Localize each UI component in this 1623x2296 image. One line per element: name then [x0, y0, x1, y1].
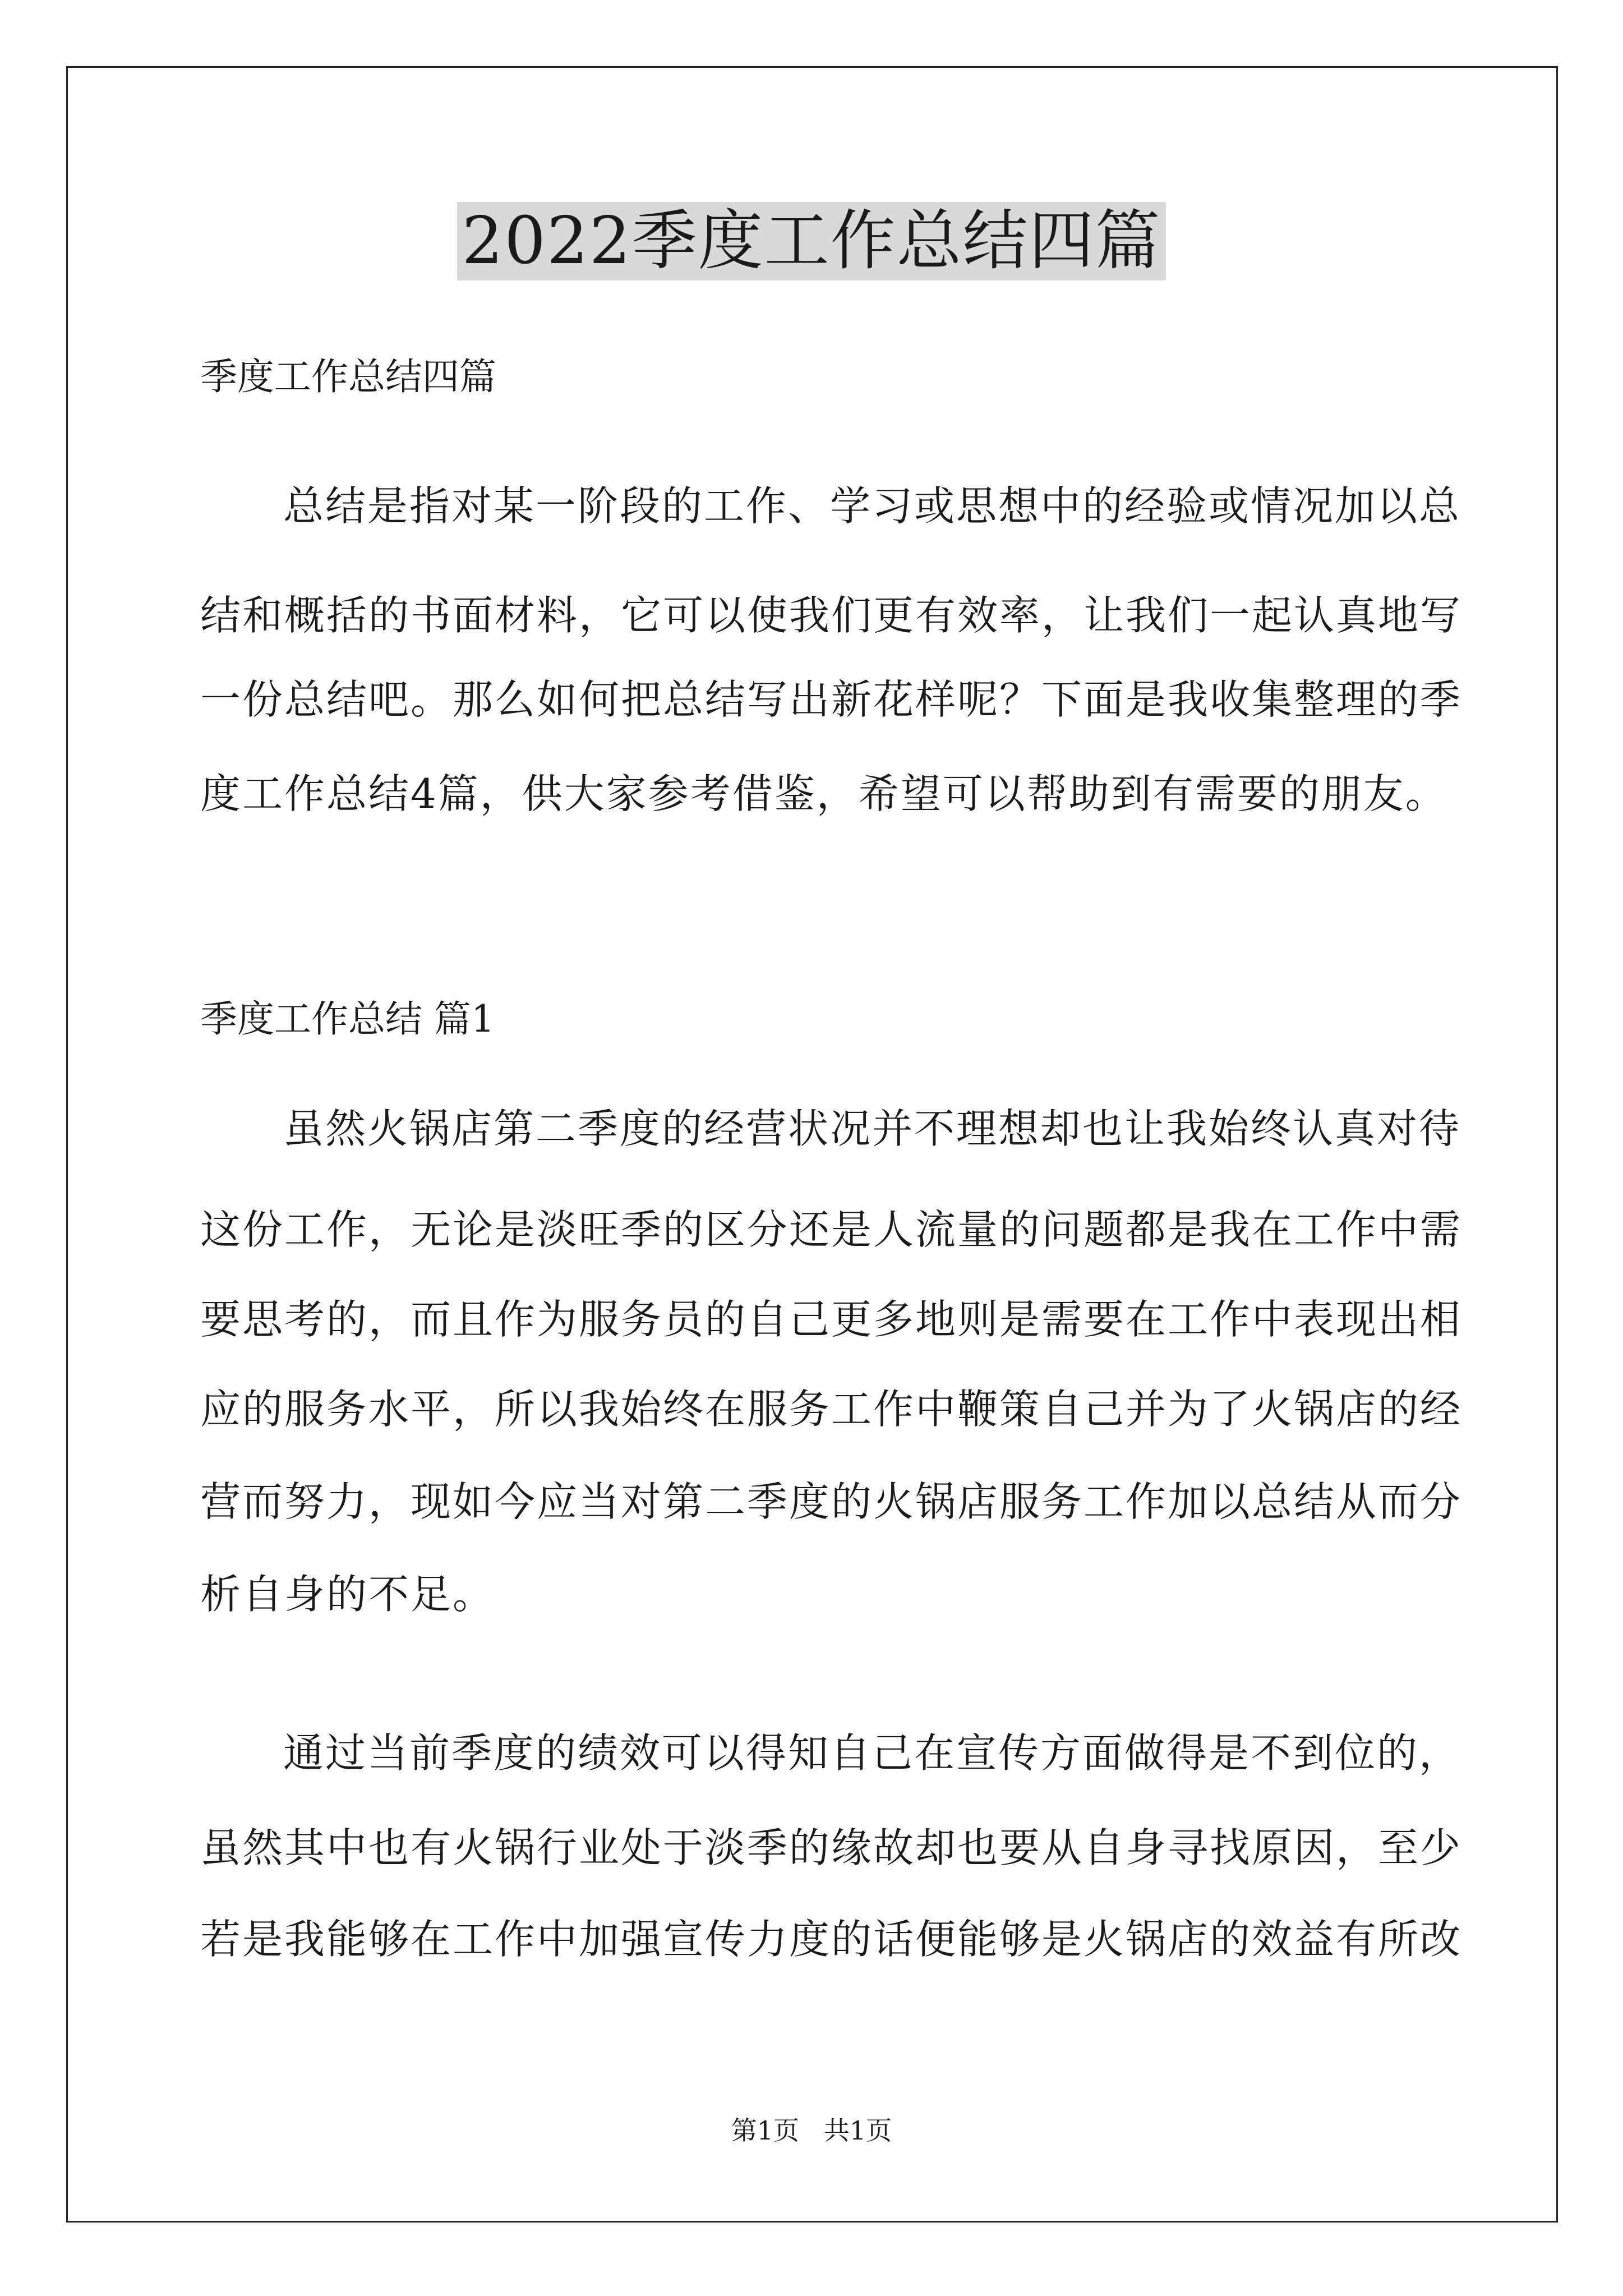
paragraph-line: 这份工作，无论是淡旺季的区分还是人流量的问题都是我在工作中需	[200, 1206, 1463, 1253]
paragraph-line: 度工作总结4篇，供大家参考借鉴，希望可以帮助到有需要的朋友。	[200, 770, 1447, 817]
paragraph-line: 虽然其中也有火锅行业处于淡季的缘故却也要从自身寻找原因，至少	[200, 1824, 1463, 1871]
paragraph-line: 一份总结吧。那么如何把总结写出新花样呢？下面是我收集整理的季	[200, 676, 1463, 723]
document-title-text: 2022季度工作总结四篇	[457, 202, 1165, 280]
section-heading: 季度工作总结 篇1	[200, 997, 495, 1041]
subtitle: 季度工作总结四篇	[200, 355, 496, 398]
paragraph-line: 总结是指对某一阶段的工作、学习或思想中的经验或情况加以总	[283, 482, 1461, 530]
paragraph-line: 析自身的不足。	[200, 1571, 495, 1618]
paragraph-line: 结和概括的书面材料，它可以使我们更有效率，让我们一起认真地写	[200, 592, 1463, 639]
paragraph-line: 要思考的，而且作为服务员的自己更多地则是需要在工作中表现出相	[200, 1296, 1463, 1343]
paragraph-line: 应的服务水平，所以我始终在服务工作中鞭策自己并为了火锅店的经	[200, 1386, 1463, 1433]
paragraph-line: 营而努力，现如今应当对第二季度的火锅店服务工作加以总结从而分	[200, 1478, 1463, 1525]
paragraph-line: 通过当前季度的绩效可以得知自己在宣传方面做得是不到位的，	[283, 1729, 1461, 1777]
document-title	[0, 202, 1623, 280]
paragraph-line: 虽然火锅店第二季度的经营状况并不理想却也让我始终认真对待	[283, 1105, 1461, 1152]
paragraph-line: 若是我能够在工作中加强宣传力度的话便能够是火锅店的效益有所改	[200, 1916, 1463, 1963]
page-footer: 第1页 共1页	[731, 2115, 892, 2146]
